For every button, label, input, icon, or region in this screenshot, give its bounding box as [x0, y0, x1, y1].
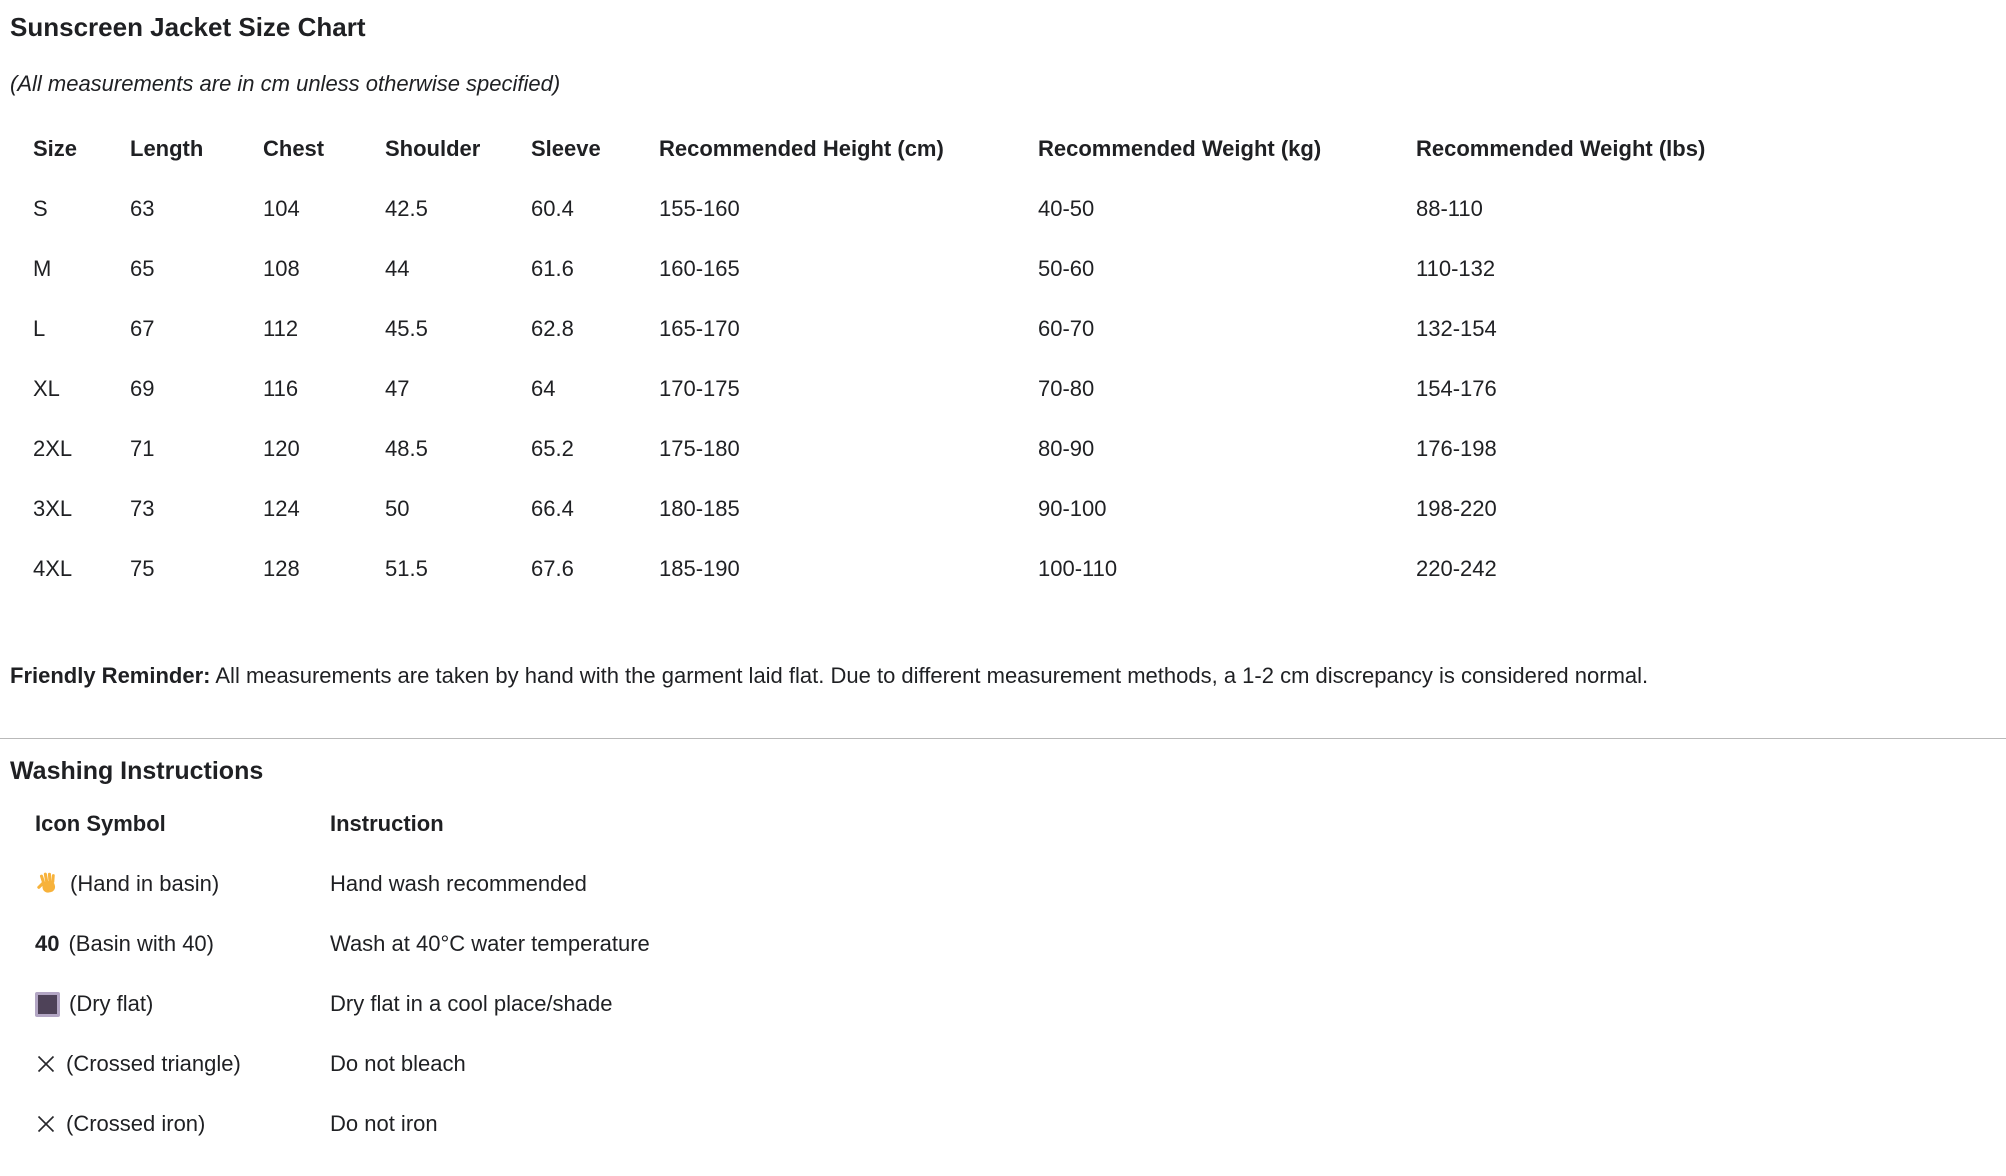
column-header-sleeve: Sleeve — [531, 136, 601, 161]
column-header-rec-height: Recommended Height (cm) — [659, 136, 944, 161]
size-chart-cell: 42.5 — [385, 196, 428, 221]
washing-symbol-label: (Crossed triangle) — [66, 1051, 241, 1076]
friendly-reminder-text: All measurements are taken by hand with the garment laid flat. Due to different measurement methods, a 1-2 cm discrepancy is considered normal. — [210, 663, 1649, 688]
size-chart-cell: 124 — [263, 496, 300, 521]
washing-instruction: Wash at 40°C water temperature — [330, 931, 650, 956]
size-chart-cell: 48.5 — [385, 436, 428, 461]
size-chart-cell: 60.4 — [531, 196, 574, 221]
column-header-chest: Chest — [263, 136, 325, 161]
size-chart-cell: 51.5 — [385, 556, 428, 581]
washing-instructions-title: Washing Instructions — [10, 757, 264, 785]
page-title: Sunscreen Jacket Size Chart — [10, 12, 366, 42]
temperature-40-symbol: 40 — [35, 931, 60, 956]
column-header-rec-weight-kg: Recommended Weight (kg) — [1038, 136, 1322, 161]
size-chart-cell: 108 — [263, 256, 300, 281]
size-chart-cell: 60-70 — [1038, 316, 1095, 341]
column-header-rec-weight-lbs: Recommended Weight (lbs) — [1416, 136, 1706, 161]
washing-row-dry-flat — [35, 974, 1030, 1034]
size-chart-cell: 73 — [130, 496, 155, 521]
size-chart-cell: 176-198 — [1416, 436, 1497, 461]
size-chart-cell: 80-90 — [1038, 436, 1095, 461]
size-chart-cell: 64 — [531, 376, 556, 401]
washing-row-no-iron — [35, 1094, 1030, 1154]
size-chart-cell: M — [33, 256, 52, 281]
friendly-reminder-label: Friendly Reminder: — [10, 663, 211, 688]
size-chart-row — [33, 359, 1836, 419]
washing-symbol-label: (Dry flat) — [69, 991, 154, 1016]
washing-symbol-label: (Basin with 40) — [68, 931, 214, 956]
size-chart-cell: 170-175 — [659, 376, 740, 401]
size-chart-cell: 65.2 — [531, 436, 574, 461]
crossed-triangle-icon — [35, 1053, 57, 1075]
size-chart-cell: 128 — [263, 556, 300, 581]
size-chart-row — [33, 239, 1836, 299]
size-chart-cell: 69 — [130, 376, 155, 401]
size-chart-cell: 198-220 — [1416, 496, 1497, 521]
size-chart-cell: 88-110 — [1416, 196, 1483, 221]
size-chart-cell: 67 — [130, 316, 155, 341]
washing-symbol-label: (Crossed iron) — [66, 1111, 206, 1136]
column-header-icon-symbol: Icon Symbol — [35, 811, 166, 836]
size-chart-table — [33, 119, 1836, 599]
size-chart-cell: 50-60 — [1038, 256, 1095, 281]
column-header-instruction: Instruction — [330, 811, 444, 836]
washing-row-hand-wash — [35, 854, 1030, 914]
size-chart-cell: 65 — [130, 256, 155, 281]
size-chart-row — [33, 479, 1836, 539]
size-chart-cell: 66.4 — [531, 496, 574, 521]
crossed-iron-icon — [35, 1113, 57, 1135]
washing-symbol-label: (Hand in basin) — [70, 871, 220, 896]
size-chart-cell: 132-154 — [1416, 316, 1497, 341]
size-chart-cell: S — [33, 196, 48, 221]
size-chart-cell: 90-100 — [1038, 496, 1107, 521]
column-header-length: Length — [130, 136, 204, 161]
size-chart-row — [33, 299, 1836, 359]
size-chart-cell: 160-165 — [659, 256, 740, 281]
size-chart-cell: 2XL — [33, 436, 73, 461]
section-divider — [0, 738, 2006, 739]
size-chart-cell: L — [33, 316, 46, 341]
size-chart-cell: 104 — [263, 196, 300, 221]
size-chart-cell: 71 — [130, 436, 155, 461]
size-chart-cell: 50 — [385, 496, 410, 521]
size-chart-cell: 175-180 — [659, 436, 740, 461]
size-chart-cell: 100-110 — [1038, 556, 1118, 581]
hand-in-basin-emoji-icon — [35, 871, 61, 897]
size-chart-cell: XL — [33, 376, 60, 401]
size-chart-row — [33, 539, 1836, 599]
size-chart-cell: 61.6 — [531, 256, 574, 281]
size-chart-cell: 154-176 — [1416, 376, 1497, 401]
size-chart-cell: 40-50 — [1038, 196, 1095, 221]
size-chart-cell: 4XL — [33, 556, 73, 581]
size-chart-cell: 62.8 — [531, 316, 574, 341]
size-chart-cell: 110-132 — [1416, 256, 1496, 281]
size-chart-cell: 180-185 — [659, 496, 740, 521]
size-chart-row — [33, 419, 1836, 479]
size-chart-cell: 185-190 — [659, 556, 740, 581]
size-chart-cell: 45.5 — [385, 316, 428, 341]
size-chart-cell: 155-160 — [659, 196, 740, 221]
size-chart-cell: 44 — [385, 256, 410, 281]
washing-instructions-table — [35, 794, 1030, 1154]
washing-row-temperature — [35, 914, 1030, 974]
size-chart-cell: 3XL — [33, 496, 73, 521]
column-header-shoulder: Shoulder — [385, 136, 481, 161]
column-header-size: Size — [33, 136, 78, 161]
size-chart-cell: 70-80 — [1038, 376, 1095, 401]
size-chart-cell: 67.6 — [531, 556, 574, 581]
washing-row-no-bleach — [35, 1034, 1030, 1094]
size-chart-cell: 120 — [263, 436, 300, 461]
washing-instruction: Do not bleach — [330, 1051, 466, 1076]
size-chart-header-row — [33, 119, 1836, 179]
dry-flat-square-icon — [35, 992, 60, 1017]
size-chart-cell: 63 — [130, 196, 155, 221]
washing-header-row — [35, 794, 1030, 854]
size-chart-cell: 47 — [385, 376, 410, 401]
friendly-reminder — [10, 661, 1996, 691]
size-chart-cell: 220-242 — [1416, 556, 1497, 581]
measurement-note: (All measurements are in cm unless otherwise specified) — [10, 71, 561, 96]
size-chart-cell: 165-170 — [659, 316, 740, 341]
size-chart-cell: 112 — [263, 316, 299, 341]
washing-instruction: Dry flat in a cool place/shade — [330, 991, 613, 1016]
size-chart-row — [33, 179, 1836, 239]
washing-instruction: Do not iron — [330, 1111, 438, 1136]
washing-instruction: Hand wash recommended — [330, 871, 587, 896]
size-chart-cell: 75 — [130, 556, 155, 581]
size-chart-cell: 116 — [263, 376, 299, 401]
